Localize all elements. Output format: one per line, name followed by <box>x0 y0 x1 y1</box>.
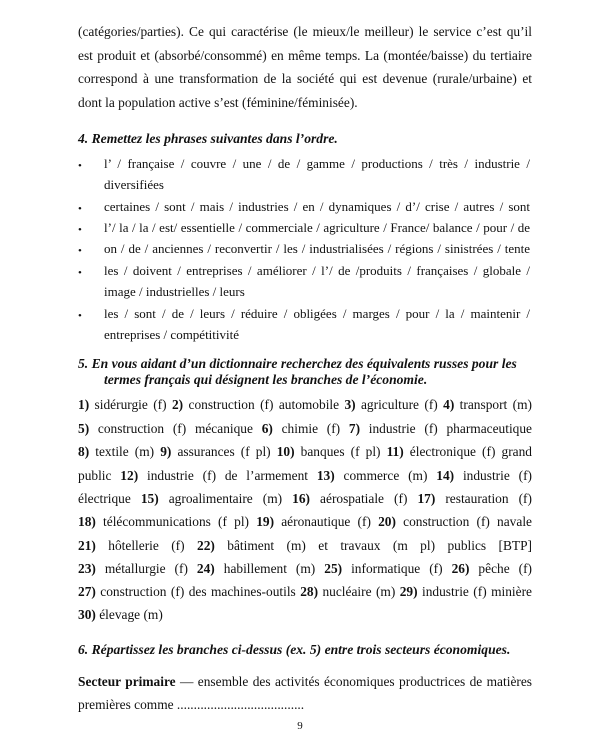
intro-line: (catégories/parties). Ce qui caractérise (le mieux/le meilleur) le service c’est qu’il <box>78 24 532 39</box>
branch-line <box>78 561 532 577</box>
branch-term: transport (m) <box>454 397 532 412</box>
branch-line <box>78 584 532 600</box>
branch-number: 11) <box>386 444 404 459</box>
exercise-6-heading: 6. Répartissez les branches ci-dessus (ex. 5) entre trois secteurs économiques. <box>78 642 511 657</box>
branch-term: hôtellerie (f) <box>95 538 198 553</box>
branch-term: habillement (m) <box>214 561 325 576</box>
exercise-5-heading: termes français qui désignent les branches de l’économie. <box>104 372 428 387</box>
bullet-icon: • <box>78 310 82 322</box>
branch-number: 24) <box>196 561 215 576</box>
sector-label: Secteur primaire <box>78 674 176 689</box>
branch-number: 4) <box>443 397 455 412</box>
scrambled-sentence-line: image / industrielles / leurs <box>104 284 245 299</box>
branch-term: construction (f) des machines-outils <box>95 584 301 599</box>
exercise-4-heading: 4. Remettez les phrases suivantes dans l’ordre. <box>78 131 338 146</box>
scrambled-sentence-line: les / sont / de / leurs / réduire / obligées / marges / pour / la / maintenir / <box>104 306 530 321</box>
branch-term: nucléaire (m) <box>318 584 400 599</box>
branch-number: 8) <box>78 444 90 459</box>
branch-line <box>78 421 532 437</box>
branch-number: 1) <box>78 397 90 412</box>
branch-number: 19) <box>256 514 275 529</box>
branch-number: 3) <box>344 397 356 412</box>
branch-number: 26) <box>451 561 470 576</box>
branch-term: industrie (f) pharmaceutique <box>360 421 532 436</box>
branch-term: chimie (f) <box>272 421 349 436</box>
branch-term: électronique (f) grand <box>403 444 532 459</box>
branch-number: 6) <box>261 421 273 436</box>
intro-line: dont la population active s’est (féminine/féminisée). <box>78 95 358 110</box>
branch-number: 16) <box>292 491 311 506</box>
branch-term: industrie (f) de l’armement <box>138 468 317 483</box>
branch-line <box>78 397 532 413</box>
branch-number: 21) <box>78 538 96 553</box>
branch-term: restauration (f) <box>435 491 532 506</box>
branch-term: sidérurgie (f) <box>89 397 172 412</box>
bullet-icon: • <box>78 267 82 279</box>
branch-number: 12) <box>120 468 139 483</box>
branch-term: banques (f pl) <box>294 444 387 459</box>
exercise-5-heading: 5. En vous aidant d’un dictionnaire recherchez des équivalents russes pour les <box>78 356 517 371</box>
branch-line <box>78 491 532 507</box>
branch-term: industrie (f) minière <box>417 584 532 599</box>
branch-number: 20) <box>378 514 396 529</box>
branch-number: 25) <box>324 561 343 576</box>
page-number: 9 <box>297 720 303 732</box>
branch-term: informatique (f) <box>342 561 452 576</box>
branch-number: 22) <box>197 538 215 553</box>
branch-term: assurances (f pl) <box>171 444 277 459</box>
branch-number: 28) <box>300 584 319 599</box>
branch-number: 27) <box>78 584 96 599</box>
bullet-icon: • <box>78 245 82 257</box>
intro-line: correspond à une transformation de la société qui est devenue (rurale/urbaine) et <box>78 71 532 86</box>
branch-line <box>78 468 532 484</box>
branch-number: 5) <box>78 421 90 436</box>
branch-number: 29) <box>399 584 418 599</box>
branch-number: 15) <box>140 491 159 506</box>
bullet-icon: • <box>78 224 82 236</box>
branch-number: 13) <box>316 468 335 483</box>
branch-term: agriculture (f) <box>355 397 444 412</box>
scrambled-sentence-line: les / doivent / entreprises / améliorer / l’/ de /produits / françaises / globale / <box>104 263 530 278</box>
branch-number: 10) <box>276 444 295 459</box>
branch-number: 30) <box>78 607 96 622</box>
branch-term: électrique <box>78 491 141 506</box>
branch-number: 18) <box>78 514 96 529</box>
branch-term: construction (f) navale <box>395 514 532 529</box>
branch-term: textile (m) <box>89 444 161 459</box>
intro-line: est produit et (absorbé/consommé) en même temps. La (montée/baisse) du tertiaire <box>78 48 532 63</box>
branch-term: industrie (f) <box>454 468 532 483</box>
branch-number: 2) <box>171 397 184 412</box>
branch-number: 14) <box>436 468 455 483</box>
branch-number: 7) <box>348 421 361 436</box>
branch-line <box>78 538 532 554</box>
branch-term: commerce (m) <box>334 468 437 483</box>
scrambled-sentence-line: l’/ la / la / est/ essentielle / commerciale / agriculture / France/ balance / pour / de <box>104 220 530 235</box>
branch-term: élevage (m) <box>95 607 163 622</box>
sector-text: — ensemble des activités économiques productrices de matières <box>175 674 532 689</box>
sector-definition-line <box>78 674 532 690</box>
branch-line <box>78 607 532 623</box>
branch-term: métallurgie (f) <box>95 561 197 576</box>
bullet-icon: • <box>78 203 82 215</box>
scrambled-sentence-line: l’ / française / couvre / une / de / gamme / productions / très / industrie / <box>104 156 530 171</box>
sector-definition-line: premières comme ...................................... <box>78 697 305 712</box>
branch-term: construction (f) automobile <box>183 397 345 412</box>
scrambled-sentence-line: entreprises / compétitivité <box>104 327 240 342</box>
branch-line <box>78 514 532 530</box>
branch-term: agroalimentaire (m) <box>158 491 293 506</box>
scrambled-sentence-line: diversifiées <box>104 177 164 192</box>
branch-term: pêche (f) <box>469 561 533 576</box>
branch-term: public <box>78 468 121 483</box>
branch-number: 17) <box>417 491 436 506</box>
branch-term: télécommunications (f pl) <box>95 514 257 529</box>
branch-term: aérospatiale (f) <box>310 491 418 506</box>
branch-term: construction (f) mécanique <box>89 421 262 436</box>
branch-term: bâtiment (m) et travaux (m pl) publics [BTP] <box>214 538 532 553</box>
bullet-icon: • <box>78 160 82 172</box>
branch-number: 23) <box>78 561 96 576</box>
branch-number: 9) <box>160 444 172 459</box>
scrambled-sentence-line: on / de / anciennes / reconvertir / les / industrialisées / régions / sinistrées / tente <box>104 241 530 256</box>
branch-term: aéronautique (f) <box>274 514 379 529</box>
branch-line <box>78 444 532 460</box>
scrambled-sentence-line: certaines / sont / mais / industries / en / dynamiques / d’/ crise / autres / sont <box>104 199 530 214</box>
